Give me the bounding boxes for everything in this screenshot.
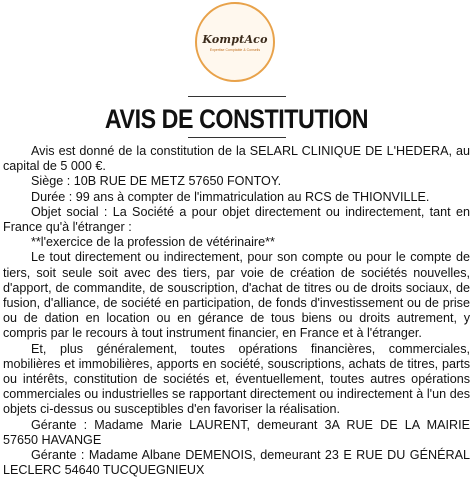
paragraph-duree: Durée : 99 ans à compter de l'immatriculation au RCS de THIONVILLE. [31, 189, 430, 204]
paragraph-siege: Siège : 10B RUE DE METZ 57650 FONTOY. [31, 174, 282, 189]
paragraph-moyens: Le tout directement ou indirectement, pour son compte ou pour le compte de tiers, soit seule soit avec des tiers, par voie de création de sociétés nouvelles, d'apport, de commandite, de souscription, d'achat de titres ou de droits sociaux, de fusion, d'alliance, de société en participation, de fonds d'investissement ou de prise ou de dation en location ou en gérance de tous biens ou droits autrement, y compris par le recours à tout instrument financier, en France et à l'étranger. [3, 250, 470, 341]
paragraph-operations: Et, plus généralement, toutes opérations financières, commerciales, mobilières et immobilières, apports en société, souscriptions, achats de titres, parts ou intérêts, constitution de sociétés et, éventuellement, toutes autres opérations commerciales ou industrielles se rapportant directement ou indirectement à l'un des objets ci-dessus ou susceptibles d'en favoriser la réalisation. [3, 341, 470, 417]
paragraph-objet-social: Objet social : La Société a pour objet directement ou indirectement, tant en France qu'à l'étranger : [3, 204, 470, 235]
notice-title: AVIS DE CONSTITUTION [104, 104, 369, 134]
logo-badge [195, 2, 275, 82]
notice-body [3, 144, 470, 478]
logo-tagline: Expertise Comptable & Conseils [209, 47, 261, 52]
title-rule-bottom [188, 137, 286, 138]
title-rule-top [188, 96, 286, 97]
paragraph-constitution: Avis est donné de la constitution de la SELARL CLINIQUE DE L'HEDERA, au capital de 5 000 €. [3, 144, 470, 174]
company-logo [195, 2, 275, 82]
paragraph-gerante-1: Gérante : Madame Marie LAURENT, demeurant 3A RUE DE LA MAIRIE 57650 HAVANGE [3, 417, 470, 447]
paragraph-profession: **l'exercice de la profession de vétérinaire** [31, 235, 275, 250]
logo-name: KomptAco [202, 32, 268, 46]
paragraph-gerante-2: Gérante : Madame Albane DEMENOIS, demeurant 23 E RUE DU GÉNÉRAL LECLERC 54640 TUCQUEGNIEUX [3, 448, 470, 478]
